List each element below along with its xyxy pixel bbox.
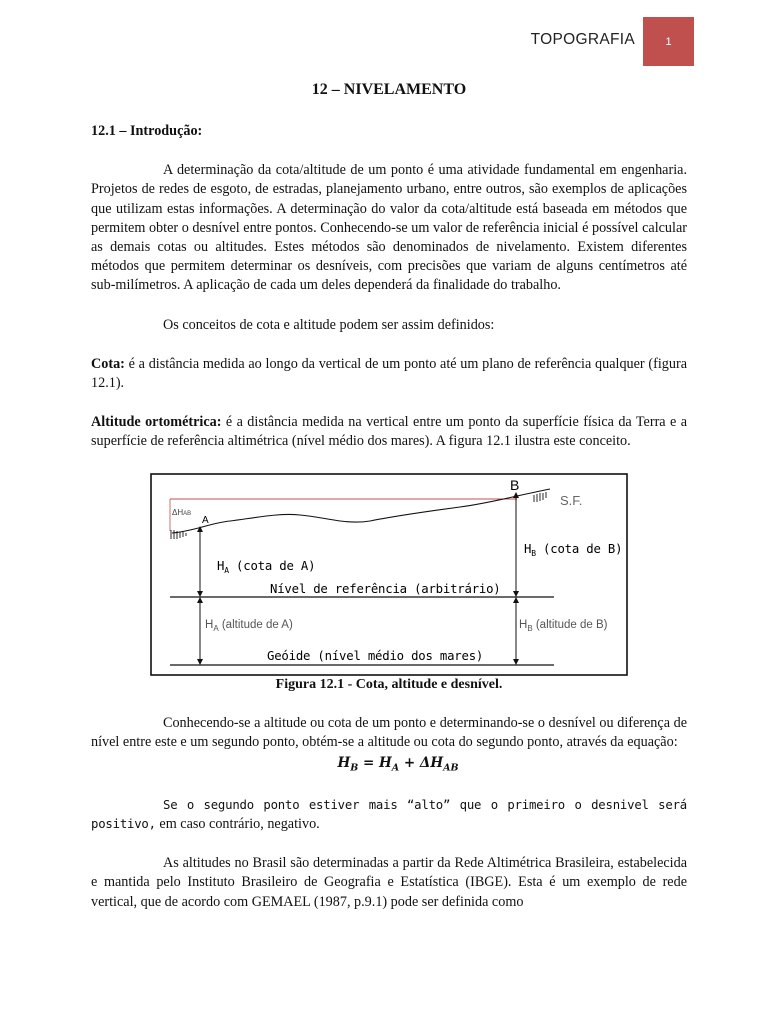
point-b-label: B bbox=[510, 476, 520, 493]
cota-definition bbox=[91, 355, 687, 393]
hb-altitude-label: $H_B$ (altitude de B) bbox=[519, 618, 608, 633]
chapter-title: 12 – NIVELAMENTO bbox=[311, 81, 467, 98]
section-heading: 12.1 – Introdução: bbox=[91, 123, 203, 139]
figure-frame bbox=[151, 474, 627, 675]
network-paragraph: As altitudes no Brasil são determinadas a partir da Rede Altimétrica Brasileira, estabelecida e mantida pelo Instituto Brasileiro de Geografia e Estatística (IBGE). Esta é um exemplo de rede vertical, que de acordo com GEMAEL (1987, p.9.1) pode ser definida como bbox=[91, 855, 687, 910]
altitude-term: Altitude ortométrica: bbox=[91, 414, 222, 431]
cota-definition-text: é a distância medida ao longo da vertical de um ponto até um plano de referência qualquer (figura 12.1). bbox=[91, 355, 687, 392]
equation-intro-paragraph: Conhecendo-se a altitude ou cota de um ponto e determinando-se o desnível ou diferença de nível entre este e um segundo ponto, obtém-se a altitude ou cota do segundo ponto, através da equação: bbox=[91, 714, 687, 750]
altitude-definition bbox=[91, 413, 687, 451]
page-number: 1 bbox=[665, 35, 672, 48]
running-header-title: TOPOGRAFIA bbox=[530, 31, 635, 48]
sign-paragraph-rest: em caso contrário, negativo. bbox=[155, 815, 320, 832]
cota-term: Cota: bbox=[91, 355, 125, 372]
ha-altitude-label: $H_A$ (altitude de A) bbox=[205, 618, 293, 633]
hb-cota-label: $H_B$ (cota de B) bbox=[524, 541, 623, 558]
concepts-paragraph: Os conceitos de cota e altitude podem ser assim definidos: bbox=[163, 316, 495, 333]
document-body bbox=[91, 80, 687, 912]
leveling-diagram bbox=[150, 473, 628, 676]
figure-cota-altitude bbox=[150, 473, 628, 676]
delta-label: ΔHAB bbox=[172, 507, 192, 517]
sf-label: S.F. bbox=[560, 492, 583, 508]
page-number-badge bbox=[643, 17, 694, 66]
intro-paragraph: A determinação da cota/altitude de um ponto é uma atividade fundamental em engenharia. Projetos de redes de esgoto, de estradas, planejamento urbano, entre outros, são exemplos de aplicações que utilizam estas informações. A determinação do valor da cota/altitude está baseada em métodos que permitem obter o desnível entre pontos. Conhecendo-se um valor de referência inicial é possível calcular as demais cotas ou altitudes. Estes métodos são denominados de nivelamento. Existem diferentes métodos que permitem determinar os desníveis, com precisões que variam de alguns centímetros até sub-milímetros. A aplicação de cada um deles dependerá da finalidade do trabalho. bbox=[91, 162, 687, 294]
point-a-label: A bbox=[202, 514, 209, 526]
ha-cota-label: $H_A$ (cota de A) bbox=[217, 558, 316, 575]
geoid-label: Geóide (nível médio dos mares) bbox=[267, 648, 484, 663]
altitude-definition-text: é a distância medida na vertical entre um ponto da superfície física da Terra e a superfície de referência altimétrica (nível médio dos mares). A figura 12.1 ilustra este conceito. bbox=[91, 414, 687, 450]
sign-paragraph-mono: Se o segundo ponto estiver mais “alto” que o primeiro o desnivel será positivo, bbox=[91, 797, 687, 831]
reference-level-label: Nível de referência (arbitrário) bbox=[270, 581, 501, 596]
figure-caption: Figura 12.1 - Cota, altitude e desnível. bbox=[275, 676, 503, 692]
sign-paragraph bbox=[91, 796, 687, 834]
equation: $H_B = H_A + \Delta H_{AB}$ bbox=[337, 755, 459, 774]
